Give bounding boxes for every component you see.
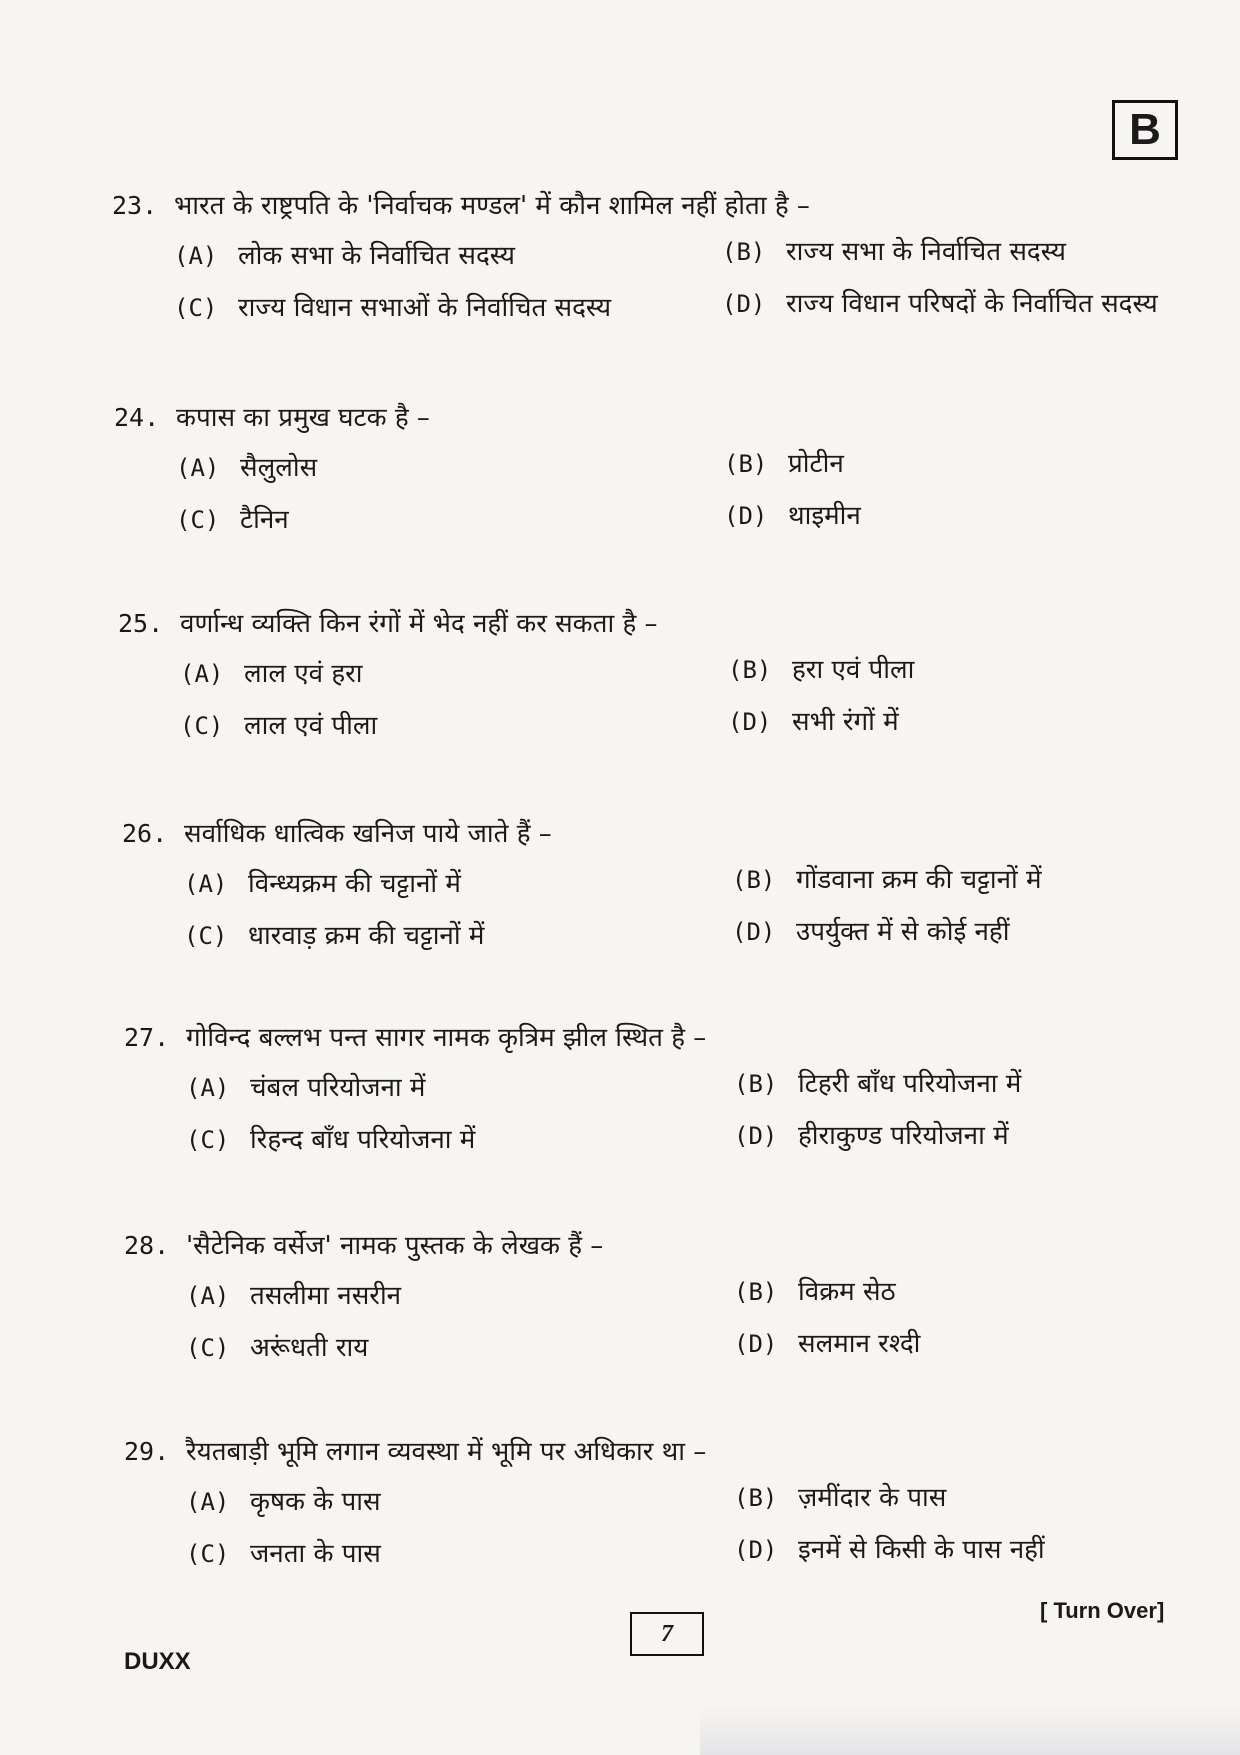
option-label: (A) bbox=[176, 454, 220, 482]
set-code-box: B bbox=[1112, 100, 1178, 160]
question-number: 25. bbox=[118, 609, 164, 638]
option-text: विक्रम सेठ bbox=[798, 1277, 896, 1307]
question-28 bbox=[124, 1226, 1204, 1386]
option-text: रिहन्द बाँध परियोजना में bbox=[250, 1125, 476, 1155]
option-b bbox=[728, 650, 914, 686]
option-text: लोक सभा के निर्वाचित सदस्य bbox=[238, 241, 515, 271]
option-a bbox=[184, 864, 461, 900]
option-label: (D) bbox=[728, 708, 772, 736]
option-b bbox=[734, 1272, 896, 1308]
option-a bbox=[186, 1482, 381, 1518]
option-label: (D) bbox=[734, 1330, 778, 1358]
option-text: टिहरी बाँध परियोजना में bbox=[798, 1069, 1022, 1099]
option-d bbox=[732, 912, 1009, 948]
option-a bbox=[174, 236, 515, 272]
option-c bbox=[180, 706, 377, 742]
option-c bbox=[184, 916, 484, 952]
option-text: विन्ध्यक्रम की चट्टानों में bbox=[248, 869, 461, 899]
option-label: (B) bbox=[734, 1278, 778, 1306]
option-text: धारवाड़ क्रम की चट्टानों में bbox=[248, 921, 485, 951]
option-a bbox=[180, 654, 363, 690]
option-label: (D) bbox=[732, 918, 776, 946]
question-text: वर्णान्ध व्यक्ति किन रंगों में भेद नहीं कर सकता है – bbox=[180, 609, 658, 639]
option-text: राज्य सभा के निर्वाचित सदस्य bbox=[786, 237, 1066, 267]
option-text: सैलुलोस bbox=[240, 453, 318, 483]
option-d bbox=[722, 284, 1158, 320]
question-number: 27. bbox=[124, 1023, 170, 1052]
option-label: (B) bbox=[734, 1484, 778, 1512]
option-text: चंबल परियोजना में bbox=[250, 1073, 426, 1103]
option-label: (B) bbox=[728, 656, 772, 684]
option-label: (B) bbox=[724, 450, 768, 478]
booklet-code: DUXX bbox=[124, 1648, 191, 1675]
option-text: लाल एवं पीला bbox=[244, 711, 378, 741]
question-23 bbox=[112, 186, 1192, 346]
question-text: रैयतबाड़ी भूमि लगान व्यवस्था में भूमि पर अधिकार था – bbox=[186, 1437, 707, 1467]
option-text: हरा एवं पीला bbox=[792, 655, 915, 685]
option-text: प्रोटीन bbox=[788, 449, 844, 479]
option-label: (D) bbox=[734, 1122, 778, 1150]
option-text: राज्य विधान सभाओं के निर्वाचित सदस्य bbox=[238, 293, 612, 323]
scan-shadow bbox=[700, 1705, 1240, 1755]
option-label: (C) bbox=[186, 1126, 230, 1154]
option-d bbox=[724, 496, 861, 532]
question-text: सर्वाधिक धात्विक खनिज पाये जाते हैं – bbox=[184, 819, 552, 849]
option-a bbox=[186, 1276, 401, 1312]
option-label: (C) bbox=[186, 1334, 230, 1362]
option-label: (C) bbox=[186, 1540, 230, 1568]
option-b bbox=[724, 444, 844, 480]
option-label: (A) bbox=[174, 242, 218, 270]
option-label: (C) bbox=[174, 294, 218, 322]
option-text: कृषक के पास bbox=[250, 1487, 381, 1517]
option-text: थाइमीन bbox=[788, 501, 861, 531]
option-text: अरूंधती राय bbox=[250, 1333, 369, 1363]
question-27 bbox=[124, 1018, 1204, 1178]
option-label: (C) bbox=[184, 922, 228, 950]
option-text: राज्य विधान परिषदों के निर्वाचित सदस्य bbox=[786, 289, 1158, 319]
option-b bbox=[722, 232, 1066, 268]
option-text: इनमें से किसी के पास नहीं bbox=[798, 1535, 1045, 1565]
option-c bbox=[186, 1534, 381, 1570]
option-b bbox=[734, 1064, 1021, 1100]
option-c bbox=[186, 1120, 475, 1156]
option-b bbox=[734, 1478, 946, 1514]
question-number: 26. bbox=[122, 819, 168, 848]
question-24 bbox=[114, 398, 1194, 558]
option-label: (D) bbox=[734, 1536, 778, 1564]
option-text: सलमान रश्दी bbox=[798, 1329, 921, 1359]
option-label: (A) bbox=[186, 1074, 230, 1102]
option-text: जनता के पास bbox=[250, 1539, 381, 1569]
option-c bbox=[176, 500, 289, 536]
option-c bbox=[174, 288, 611, 324]
option-label: (D) bbox=[722, 290, 766, 318]
option-label: (B) bbox=[734, 1070, 778, 1098]
option-label: (A) bbox=[186, 1282, 230, 1310]
question-number: 24. bbox=[114, 403, 160, 432]
turn-over-note: [ Turn Over] bbox=[1040, 1598, 1165, 1623]
option-d bbox=[728, 702, 899, 738]
question-29 bbox=[124, 1432, 1204, 1592]
option-label: (B) bbox=[732, 866, 776, 894]
option-text: टैनिन bbox=[240, 505, 289, 535]
option-text: ज़मींदार के पास bbox=[798, 1483, 947, 1513]
option-a bbox=[176, 448, 317, 484]
option-label: (C) bbox=[180, 712, 224, 740]
option-d bbox=[734, 1530, 1045, 1566]
question-text: 'सैटेनिक वर्सेज' नामक पुस्तक के लेखक हैं – bbox=[186, 1231, 604, 1261]
option-label: (C) bbox=[176, 506, 220, 534]
question-text: गोविन्द बल्लभ पन्त सागर नामक कृत्रिम झील स्थित है – bbox=[186, 1023, 707, 1053]
question-text: भारत के राष्ट्रपति के 'निर्वाचक मण्डल' में कौन शामिल नहीं होता है – bbox=[174, 191, 810, 221]
question-26 bbox=[122, 814, 1202, 974]
question-25 bbox=[118, 604, 1198, 764]
option-d bbox=[734, 1116, 1009, 1152]
option-d bbox=[734, 1324, 920, 1360]
option-text: सभी रंगों में bbox=[792, 707, 899, 737]
question-number: 23. bbox=[112, 191, 158, 220]
question-number: 29. bbox=[124, 1437, 170, 1466]
option-text: उपर्युक्त में से कोई नहीं bbox=[796, 917, 1010, 947]
option-a bbox=[186, 1068, 425, 1104]
option-text: तसलीमा नसरीन bbox=[250, 1281, 402, 1311]
option-label: (D) bbox=[724, 502, 768, 530]
option-b bbox=[732, 860, 1042, 896]
option-text: लाल एवं हरा bbox=[244, 659, 363, 689]
option-label: (A) bbox=[184, 870, 228, 898]
option-text: गोंडवाना क्रम की चट्टानों में bbox=[796, 865, 1042, 895]
option-label: (A) bbox=[186, 1488, 230, 1516]
question-number: 28. bbox=[124, 1231, 170, 1260]
option-text: हीराकुण्ड परियोजना में bbox=[798, 1121, 1009, 1151]
option-label: (B) bbox=[722, 238, 766, 266]
option-label: (A) bbox=[180, 660, 224, 688]
question-text: कपास का प्रमुख घटक है – bbox=[176, 403, 430, 433]
option-c bbox=[186, 1328, 368, 1364]
page-number: 7 bbox=[630, 1612, 704, 1656]
